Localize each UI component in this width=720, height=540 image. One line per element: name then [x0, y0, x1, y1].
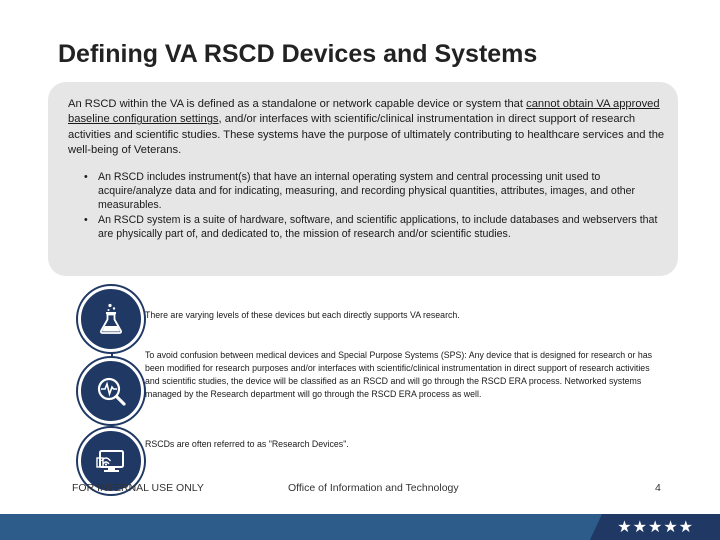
star-icon: ★★★★★ [617, 519, 694, 536]
note-text: RSCDs are often referred to as "Research Devices". [145, 439, 349, 449]
definition-text-start: An RSCD within the VA is defined as a standalone or network capable device or system that [68, 98, 527, 110]
bullet-text: An RSCD system is a suite of hardware, software, and scientific applications, to include databases and webservers that are physically part of, and dedicated to, the mission of research and/or scientific studies. [98, 213, 658, 240]
bullet-dot: • [84, 213, 88, 226]
magnifier-pulse-icon [94, 374, 128, 408]
page-title: Defining VA RSCD Devices and Systems [58, 40, 538, 68]
flask-icon-circle [78, 286, 144, 352]
monitor-network-icon [94, 444, 128, 478]
page-number: 4 [655, 482, 661, 494]
bullet-item [80, 170, 674, 213]
bullet-text: An RSCD includes instrument(s) that have an internal operating system and central processing unit used to acquire/analyze data and for indicating, measuring, and recording physical quantities, attributes, images, and other measurables. [98, 171, 636, 212]
footer-office: Office of Information and Technology [288, 482, 459, 494]
magnifier-pulse-icon-circle [78, 358, 144, 424]
flask-icon [94, 302, 128, 336]
bullet-item [80, 213, 674, 241]
bullet-dot: • [84, 171, 88, 183]
definition-text-end: , and/or interfaces with scientific/clinical instrumentation in direct support of research activities and scientific studies. These systems have the purpose of ultimately contributing to healthcare services and the well-being of Veterans. [68, 113, 665, 157]
note-text: There are varying levels of these devices but each directly supports VA research. [145, 310, 460, 320]
footer-bar [0, 514, 720, 540]
definition-bullet-list [80, 170, 674, 241]
footer-classification: FOR INTERNAL USE ONLY [72, 482, 204, 494]
definition-paragraph [68, 97, 672, 159]
definition-underlined-text: cannot obtain VA approved baseline configuration settings [68, 98, 660, 126]
note-text: To avoid confusion between medical devices and Special Purpose Systems (SPS): Any device that is designed for research or has been modified for research purposes and/or interfaces with scientific/clinical instrumentation in direct support of research activities and scientific studies, the device will be classified as an RSCD and will go through the RSCD ERA process. Networked systems managed by the Research department will go through the RSCD ERA process as well. [145, 350, 653, 399]
